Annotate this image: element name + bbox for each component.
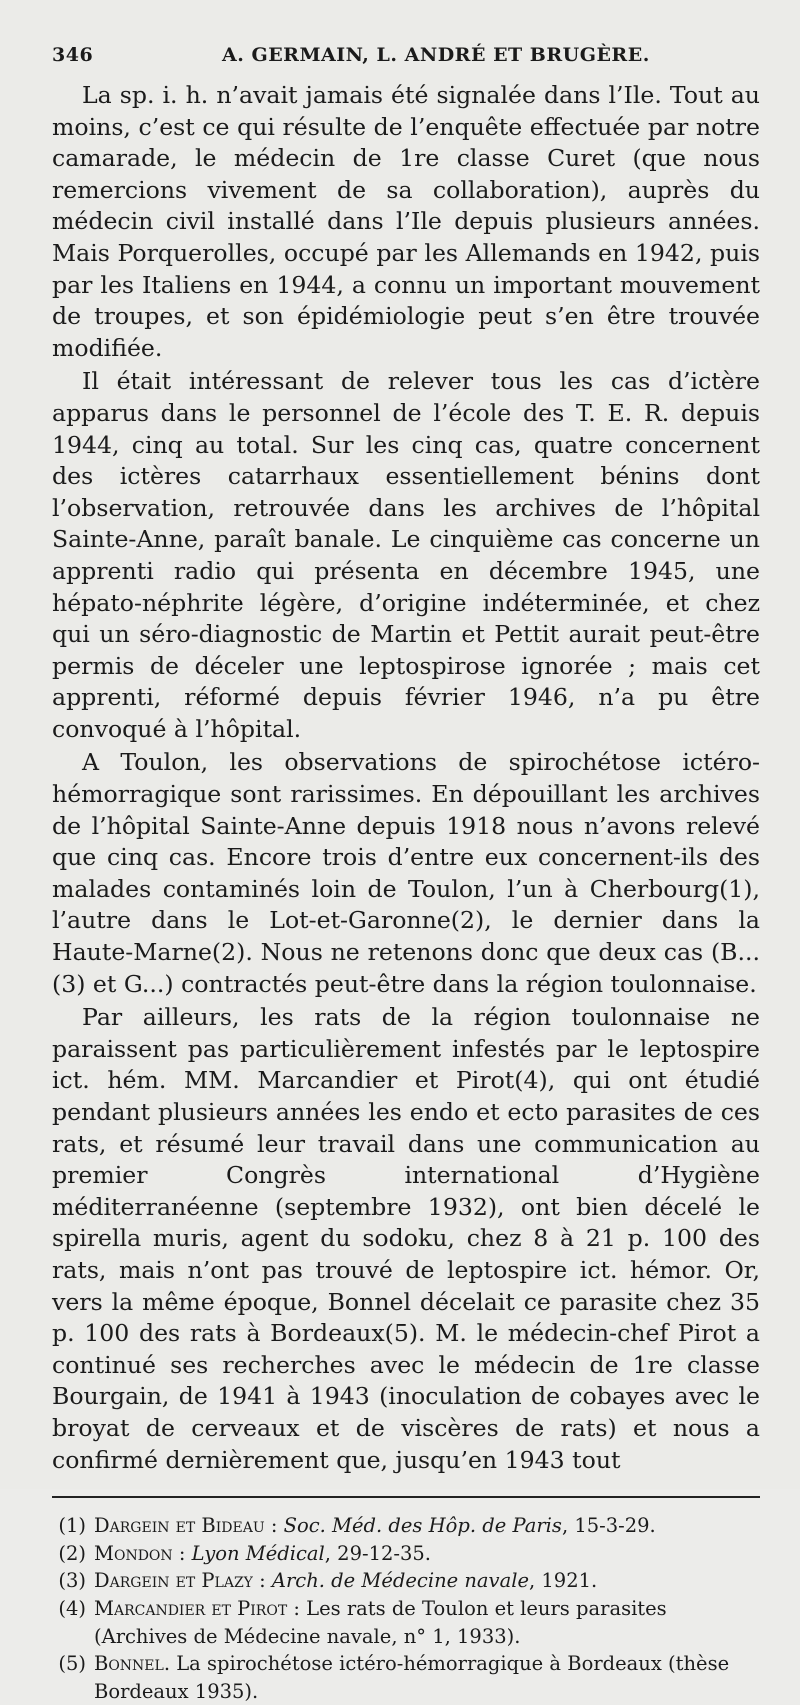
footnote-details: , 15-3-29. xyxy=(561,1514,656,1538)
footnote-text xyxy=(94,1650,760,1705)
footnote-separator: : xyxy=(287,1596,307,1620)
footnote-source: Arch. de Médecine navale xyxy=(271,1569,529,1593)
footnote-number: (2) xyxy=(58,1541,86,1565)
footnote-separator: : xyxy=(252,1569,272,1593)
footnote-author: Dargein et Plazy xyxy=(94,1569,253,1593)
running-head xyxy=(52,44,760,66)
footnote-number: (3) xyxy=(58,1569,86,1593)
footnote xyxy=(52,1650,760,1705)
footnote-text xyxy=(94,1540,760,1568)
footnote-author: Dargein et Bideau xyxy=(94,1514,265,1538)
footnote-separator: . xyxy=(163,1652,177,1676)
footnote xyxy=(52,1540,760,1568)
paragraph: A Toulon, les observations de spirochétose ictéro-hémorragique sont rarissimes. En dépouillant les archives de l’hôpital Sainte-Anne depuis 1918 nous n’avons relevé que cinq cas. Encore trois d’entre eux concernent-ils des malades contaminés loin de Toulon, l’un à Cherbourg(1), l’autre dans le Lot-et-Garonne(2), le dernier dans la Haute-Marne(2). Nous ne retenons donc que deux cas (B...(3) et G...) contractés peut-être dans la région toulonnaise. xyxy=(52,748,760,998)
footnote-author: Mondon xyxy=(94,1541,173,1565)
footnote-rule xyxy=(52,1496,760,1498)
running-title: A. GERMAIN, L. ANDRÉ ET BRUGÈRE. xyxy=(222,44,650,66)
page-number: 346 xyxy=(52,44,94,66)
paragraph: La sp. i. h. n’avait jamais été signalée dans l’Ile. Tout au moins, c’est ce qui résulte de l’enquête effectuée par notre camarade, le médecin de 1re classe Curet (que nous remercions vivement de sa collaboration), auprès du médecin civil installé dans l’Ile depuis plusieurs années. Mais Porquerolles, occupé par les Allemands en 1942, puis par les Italiens en 1944, a connu un important mouvement de troupes, et son épidémiologie peut s’en être trouvée modifiée. xyxy=(52,81,760,362)
footnote-source: La spirochétose ictéro-hémorragique à Bordeaux (thèse Bordeaux xyxy=(94,1652,730,1703)
footnote xyxy=(52,1512,760,1540)
footnote-text xyxy=(94,1595,760,1650)
footnote-details: , n° 1, 1933). xyxy=(391,1624,521,1648)
body-text xyxy=(52,80,760,1476)
footnote-text xyxy=(94,1567,760,1595)
paragraph: Par ailleurs, les rats de la région toulonnaise ne paraissent pas particulièrement infestés par le leptospire ict. hém. MM. Marcandier et Pirot(4), qui ont étudié pendant plusieurs années les endo et ecto parasites de ces rats, et résumé leur travail dans une communication au premier Congrès international d’Hygiène méditerranéenne (septembre 1932), ont bien décelé le spirella muris, agent du sodoku, chez 8 à 21 p. 100 des rats, mais n’ont pas trouvé de leptospire ict. hémor. Or, vers la même époque, Bonnel décelait ce parasite chez 35 p. 100 des rats à Bordeaux(5). M. le médecin-chef Pirot a continué ses recherches avec le médecin de 1re classe Bourgain, de 1941 à 1943 (inoculation de cobayes avec le broyat de cerveaux et de viscères de rats) et nous a confirmé dernièrement que, jusqu’en 1943 tout xyxy=(52,1003,760,1474)
footnote-details: , 1921. xyxy=(528,1569,598,1593)
footnote-number: (1) xyxy=(58,1514,86,1538)
footnote-separator: : xyxy=(264,1514,284,1538)
footnote xyxy=(52,1567,760,1595)
footnote-text xyxy=(94,1512,760,1540)
footnote-author: Marcandier et Pirot xyxy=(94,1596,288,1620)
footnote-details: , 29-12-35. xyxy=(324,1541,431,1565)
footnote-source: Les rats de Toulon et leurs parasites (Archives de Médecine navale xyxy=(94,1596,667,1648)
footnote-separator: : xyxy=(172,1541,192,1565)
paragraph: Il était intéressant de relever tous les cas d’ictère apparus dans le personnel de l’école des T. E. R. depuis 1944, cinq au total. Sur les cinq cas, quatre concernent des ictères catarrhaux essentiellement bénins dont l’observation, retrouvée dans les archives de l’hôpital Sainte-Anne, paraît banale. Le cinquième cas concerne un apprenti radio qui présenta en décembre 1945, une hépato-néphrite légère, d’origine indéterminée, et chez qui un séro-diagnostic de Martin et Pettit aurait peut-être permis de déceler une leptospirose ignorée ; mais cet apprenti, réformé depuis février 1946, n’a pu être convoqué à l’hôpital. xyxy=(52,367,760,743)
footnote-author: Bonnel xyxy=(94,1652,164,1676)
footnote-details: 1935). xyxy=(188,1679,259,1703)
footnote-source: Lyon Médical xyxy=(191,1541,325,1565)
footnote-number: (4) xyxy=(58,1596,86,1620)
footnotes xyxy=(52,1512,760,1705)
footnote xyxy=(52,1595,760,1650)
footnote-source: Soc. Méd. des Hôp. de Paris xyxy=(283,1514,562,1538)
footnote-number: (5) xyxy=(58,1652,86,1676)
